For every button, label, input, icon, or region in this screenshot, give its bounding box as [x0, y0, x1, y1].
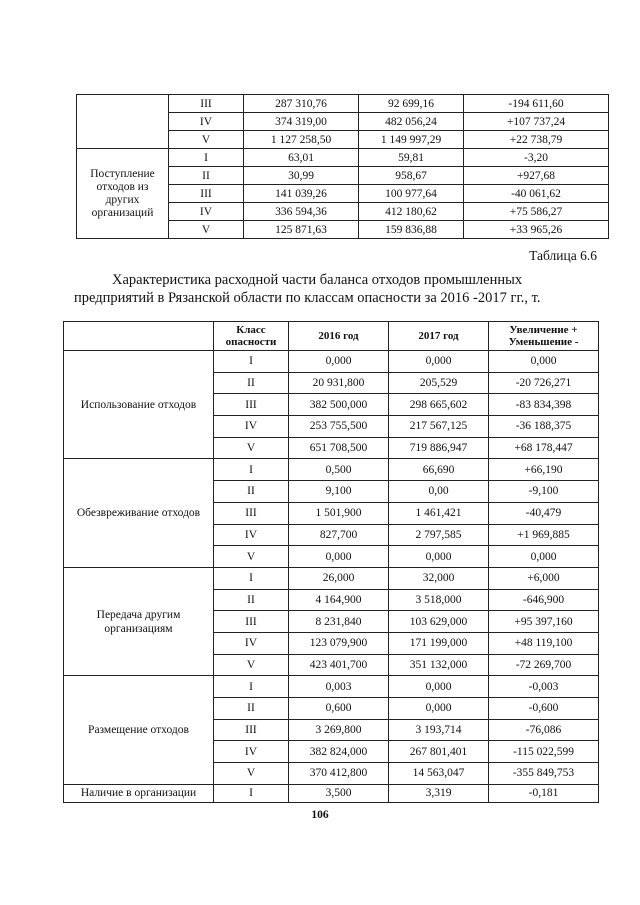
- class-cell: V: [214, 546, 289, 568]
- class-cell: III: [214, 502, 289, 524]
- change-cell: -40,479: [489, 502, 599, 524]
- value-2017-cell: 0,000: [389, 676, 489, 698]
- value-2016-cell: 253 755,500: [289, 416, 389, 438]
- class-cell: II: [169, 167, 244, 185]
- value-2017-cell: 0,000: [389, 351, 489, 373]
- header-row: [64, 322, 599, 351]
- change-cell: +66,190: [489, 459, 599, 481]
- class-cell: V: [214, 437, 289, 459]
- value-2016-cell: 8 231,840: [289, 611, 389, 633]
- table-row: [64, 676, 599, 698]
- value-2017-cell: 1 461,421: [389, 502, 489, 524]
- class-cell: II: [214, 589, 289, 611]
- category-cell: Поступление отходов из других организаций: [77, 149, 169, 239]
- value-2017-cell: 958,67: [359, 167, 464, 185]
- class-cell: IV: [214, 524, 289, 546]
- value-2017-cell: 217 567,125: [389, 416, 489, 438]
- class-cell: I: [214, 567, 289, 589]
- value-2017-cell: 171 199,000: [389, 632, 489, 654]
- category-header: [64, 322, 214, 351]
- category-cell: Использование отходов: [64, 351, 214, 459]
- class-cell: IV: [214, 741, 289, 763]
- change-cell: -20 726,271: [489, 372, 599, 394]
- value-2017-cell: 298 665,602: [389, 394, 489, 416]
- value-2016-cell: 827,700: [289, 524, 389, 546]
- value-2017-cell: 14 563,047: [389, 763, 489, 785]
- value-2016-cell: 0,600: [289, 698, 389, 720]
- class-cell: I: [214, 351, 289, 373]
- class-cell: III: [169, 185, 244, 203]
- class-cell: V: [214, 763, 289, 785]
- class-cell: V: [169, 131, 244, 149]
- value-2017-cell: 32,000: [389, 567, 489, 589]
- value-2017-cell: 0,000: [389, 546, 489, 568]
- change-cell: 0,000: [489, 546, 599, 568]
- value-2016-cell: 30,99: [244, 167, 359, 185]
- value-2017-cell: 3 518,000: [389, 589, 489, 611]
- value-2017-cell: 92 699,16: [359, 95, 464, 113]
- value-2016-cell: 423 401,700: [289, 654, 389, 676]
- change-cell: -40 061,62: [464, 185, 609, 203]
- class-cell: IV: [214, 416, 289, 438]
- table-row: [64, 567, 599, 589]
- table-title: [60, 271, 600, 307]
- change-header: Увеличение + Уменьшение -: [489, 322, 599, 351]
- continued-table: [76, 94, 609, 239]
- class-cell: III: [169, 95, 244, 113]
- change-cell: 0,000: [489, 351, 599, 373]
- table-row: [77, 149, 609, 167]
- value-2017-cell: 59,81: [359, 149, 464, 167]
- value-2017-cell: 66,690: [389, 459, 489, 481]
- class-header: Класс опасности: [214, 322, 289, 351]
- change-cell: +75 586,27: [464, 203, 609, 221]
- table-number-label: Таблица 6.6: [529, 248, 597, 263]
- value-2017-cell: 1 149 997,29: [359, 131, 464, 149]
- value-2016-cell: 0,500: [289, 459, 389, 481]
- value-2016-cell: 382 500,000: [289, 394, 389, 416]
- value-2017-cell: 205,529: [389, 372, 489, 394]
- value-2016-cell: 382 824,000: [289, 741, 389, 763]
- change-cell: -72 269,700: [489, 654, 599, 676]
- value-2016-cell: 0,000: [289, 546, 389, 568]
- table-row: [64, 784, 599, 802]
- change-cell: -355 849,753: [489, 763, 599, 785]
- category-cell: Размещение отходов: [64, 676, 214, 784]
- table-row: [64, 459, 599, 481]
- class-cell: III: [214, 394, 289, 416]
- table-row: [77, 95, 609, 113]
- value-2016-cell: 336 594,36: [244, 203, 359, 221]
- class-cell: III: [214, 719, 289, 741]
- class-cell: V: [169, 221, 244, 239]
- value-2016-cell: 20 931,800: [289, 372, 389, 394]
- class-cell: III: [214, 611, 289, 633]
- change-cell: -83 834,398: [489, 394, 599, 416]
- value-2017-cell: 0,000: [389, 698, 489, 720]
- value-2017-cell: 0,00: [389, 481, 489, 503]
- value-2016-cell: 3 269,800: [289, 719, 389, 741]
- category-cell: Наличие в организации: [64, 784, 214, 802]
- year-2016-header: 2016 год: [289, 322, 389, 351]
- change-cell: -646,900: [489, 589, 599, 611]
- change-cell: +95 397,160: [489, 611, 599, 633]
- value-2016-cell: 141 039,26: [244, 185, 359, 203]
- value-2017-cell: 719 886,947: [389, 437, 489, 459]
- value-2016-cell: 0,003: [289, 676, 389, 698]
- value-2016-cell: 4 164,900: [289, 589, 389, 611]
- change-cell: -194 611,60: [464, 95, 609, 113]
- value-2016-cell: 123 079,900: [289, 632, 389, 654]
- change-cell: +927,68: [464, 167, 609, 185]
- value-2017-cell: 103 629,000: [389, 611, 489, 633]
- class-cell: IV: [169, 203, 244, 221]
- class-cell: IV: [214, 632, 289, 654]
- value-2017-cell: 351 132,000: [389, 654, 489, 676]
- value-2016-cell: 1 501,900: [289, 502, 389, 524]
- change-cell: -0,181: [489, 784, 599, 802]
- value-2016-cell: 0,000: [289, 351, 389, 373]
- change-cell: -3,20: [464, 149, 609, 167]
- change-cell: -76,086: [489, 719, 599, 741]
- value-2016-cell: 26,000: [289, 567, 389, 589]
- value-2016-cell: 651 708,500: [289, 437, 389, 459]
- change-cell: -115 022,599: [489, 741, 599, 763]
- class-cell: I: [214, 784, 289, 802]
- value-2016-cell: 63,01: [244, 149, 359, 167]
- table-title-line-2: предприятий в Рязанской области по классам опасности за 2016 -2017 гг., т.: [74, 290, 541, 306]
- change-cell: +6,000: [489, 567, 599, 589]
- value-2017-cell: 2 797,585: [389, 524, 489, 546]
- change-cell: -0,003: [489, 676, 599, 698]
- class-cell: I: [169, 149, 244, 167]
- value-2016-cell: 125 871,63: [244, 221, 359, 239]
- category-cell: [77, 95, 169, 149]
- value-2016-cell: 1 127 258,50: [244, 131, 359, 149]
- value-2017-cell: 482 056,24: [359, 113, 464, 131]
- change-cell: -0,600: [489, 698, 599, 720]
- value-2016-cell: 3,500: [289, 784, 389, 802]
- value-2017-cell: 159 836,88: [359, 221, 464, 239]
- value-2017-cell: 3,319: [389, 784, 489, 802]
- value-2016-cell: 9,100: [289, 481, 389, 503]
- change-cell: +33 965,26: [464, 221, 609, 239]
- change-cell: +22 738,79: [464, 131, 609, 149]
- table-row: [64, 351, 599, 373]
- class-cell: II: [214, 372, 289, 394]
- value-2016-cell: 374 319,00: [244, 113, 359, 131]
- class-cell: II: [214, 481, 289, 503]
- value-2017-cell: 267 801,401: [389, 741, 489, 763]
- change-cell: -9,100: [489, 481, 599, 503]
- change-cell: -36 188,375: [489, 416, 599, 438]
- category-cell: Передача другим организациям: [64, 567, 214, 675]
- change-cell: +107 737,24: [464, 113, 609, 131]
- value-2017-cell: 100 977,64: [359, 185, 464, 203]
- value-2017-cell: 3 193,714: [389, 719, 489, 741]
- page-number: 106: [311, 809, 329, 821]
- change-cell: +48 119,100: [489, 632, 599, 654]
- class-cell: V: [214, 654, 289, 676]
- change-cell: +1 969,885: [489, 524, 599, 546]
- value-2017-cell: 412 180,62: [359, 203, 464, 221]
- change-cell: +68 178,447: [489, 437, 599, 459]
- year-2017-header: 2017 год: [389, 322, 489, 351]
- class-cell: I: [214, 459, 289, 481]
- class-cell: I: [214, 676, 289, 698]
- waste-balance-table: [63, 321, 599, 803]
- table-title-line-1: Характеристика расходной части баланса отходов промышленных: [112, 272, 523, 288]
- category-cell: Обезвреживание отходов: [64, 459, 214, 567]
- class-cell: IV: [169, 113, 244, 131]
- value-2016-cell: 370 412,800: [289, 763, 389, 785]
- value-2016-cell: 287 310,76: [244, 95, 359, 113]
- class-cell: II: [214, 698, 289, 720]
